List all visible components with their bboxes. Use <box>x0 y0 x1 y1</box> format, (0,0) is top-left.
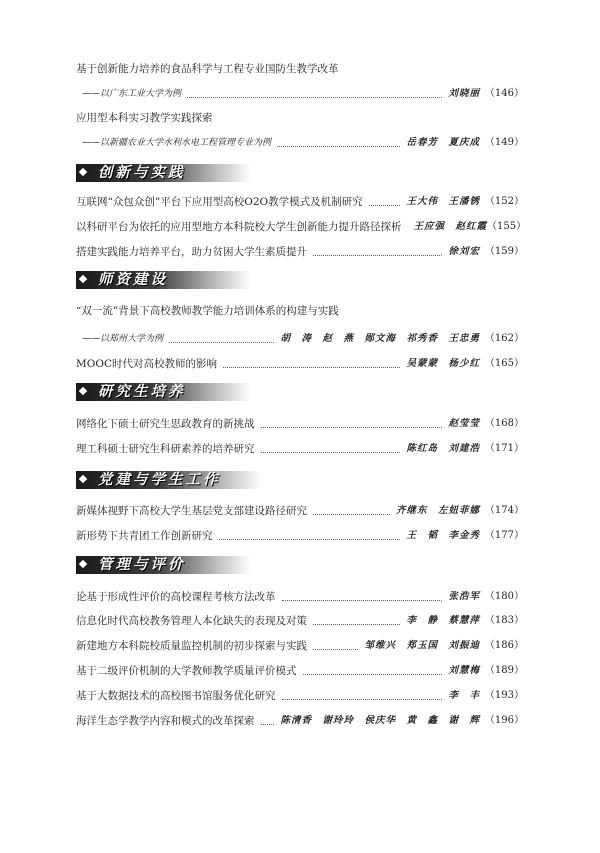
leader-dots <box>303 673 443 675</box>
leader-dots <box>313 648 358 650</box>
entry-title: 基于大数据技术的高校图书馆服务优化研究 <box>76 690 276 702</box>
toc-entry[interactable] <box>76 663 524 679</box>
section-header-innovation <box>76 161 251 185</box>
entry-authors: 胡 涛 赵 燕 郧文海 祁秀香 王忠勇 <box>280 333 480 344</box>
leader-dots <box>282 599 443 601</box>
entry-title: 互联网“众包众创”平台下应用型高校O2O教学模式及机制研究 <box>76 196 363 208</box>
entry-title: 基于二级评价机制的大学教师教学质量评价模式 <box>76 665 297 677</box>
entry-page: （168） <box>484 418 524 429</box>
toc-entry[interactable] <box>76 528 524 544</box>
entry-title: 理工科硕士研究生科研素养的培养研究 <box>76 443 255 455</box>
entry-page: （186） <box>484 640 524 651</box>
section-title: 党建与学生工作 <box>98 471 221 488</box>
entry-page: （180） <box>484 591 524 602</box>
entry-authors: 邹维兴 郑玉国 刘振迪 <box>364 640 480 651</box>
leader-dots <box>261 426 443 428</box>
entry-page: （165） <box>484 358 524 369</box>
entry-authors: 王 韬 李金秀 <box>406 530 480 541</box>
section-header-party <box>76 468 261 492</box>
entry-subtitle: ——以广东工业大学为例 <box>82 89 182 99</box>
toc-entry[interactable] <box>76 61 524 77</box>
leader-dots <box>313 623 400 625</box>
entry-page: （159） <box>484 246 524 257</box>
leader-dots <box>169 341 274 343</box>
toc-entry[interactable] <box>76 303 524 319</box>
entry-subtitle: ——以新疆农业大学水利水电工程管理专业为例 <box>82 138 272 148</box>
toc-entry[interactable] <box>76 713 524 729</box>
toc-entry-subline[interactable] <box>76 331 524 347</box>
entry-title: 基于创新能力培养的食品科学与工程专业国防生教学改革 <box>76 63 339 75</box>
toc-entry[interactable] <box>76 638 524 654</box>
toc-entry-subline[interactable] <box>76 135 524 151</box>
section-title: 研究生培养 <box>98 383 186 400</box>
leader-dots <box>313 513 390 515</box>
section-header-graduate <box>76 380 251 404</box>
entry-title: MOOC时代对高校教师的影响 <box>76 358 218 370</box>
entry-authors: 齐继东 左妞菲娜 <box>395 505 480 516</box>
entry-authors: 刘晓丽 <box>448 88 480 99</box>
entry-page: （149） <box>484 137 524 148</box>
leader-dots <box>187 96 442 98</box>
entry-page: （146） <box>484 88 524 99</box>
entry-authors: 陈清香 谢玲玲 侯庆华 黄 鑫 谢 辉 <box>280 715 480 726</box>
leader-dots <box>277 145 400 147</box>
leader-dots <box>282 698 443 700</box>
entry-page: （162） <box>484 333 524 344</box>
entry-authors: 王大伟 王潘锈 <box>406 196 480 207</box>
entry-title: 信息化时代高校教务管理人本化缺失的表现及对策 <box>76 615 307 627</box>
entry-page: （189） <box>484 665 524 676</box>
entry-title: 新媒体视野下高校大学生基层党支部建设路径研究 <box>76 505 307 517</box>
entry-title: 论基于形成性评价的高校课程考核方法改革 <box>76 591 276 603</box>
leader-dots <box>219 538 401 540</box>
section-title: 师资建设 <box>98 271 168 288</box>
toc-entry[interactable] <box>76 416 524 432</box>
entry-title: 搭建实践能力培养平台，助力贫困大学生素质提升 <box>76 246 307 258</box>
leader-dots <box>261 451 401 453</box>
entry-authors: 刘慧梅 <box>448 665 480 676</box>
entry-authors: 李 静 蔡慧萍 <box>406 615 480 626</box>
entry-title: 新建地方本科院校质量监控机制的初步探索与实践 <box>76 640 307 652</box>
entry-title: “双一流”背景下高校教师教学能力培训体系的构建与实践 <box>76 305 339 317</box>
entry-authors: 张浩军 <box>448 591 480 602</box>
section-header-management <box>76 553 251 577</box>
toc-entry[interactable] <box>76 688 524 704</box>
entry-title: 海洋生态学教学内容和模式的改革探索 <box>76 715 255 727</box>
leader-dots <box>261 723 275 725</box>
entry-authors: 徐刘宏 <box>448 246 480 257</box>
entry-authors: 王应强 赵红霞 <box>413 221 488 232</box>
leader-dots <box>313 254 442 256</box>
entry-page: （196） <box>484 715 524 726</box>
toc-entry-subline[interactable] <box>76 86 524 102</box>
toc-entry[interactable] <box>76 613 524 629</box>
entry-page: （171） <box>484 443 524 454</box>
entry-page: （177） <box>484 530 524 541</box>
entry-authors: 岳春芳 夏庆成 <box>406 137 480 148</box>
entry-authors: 李 丰 <box>448 690 480 701</box>
entry-title: 网络化下硕士研究生思政教育的新挑战 <box>76 418 255 430</box>
leader-dots <box>223 366 400 368</box>
toc-entry[interactable] <box>76 589 524 605</box>
entry-authors: 赵莹莹 <box>448 418 480 429</box>
entry-page: （183） <box>484 615 524 626</box>
entry-title: 以科研平台为依托的应用型地方本科院校大学生创新能力提升路径探析 <box>76 221 402 233</box>
toc-entry[interactable] <box>76 356 524 372</box>
toc-entry[interactable] <box>76 194 524 210</box>
entry-title: 应用型本科实习教学实践探索 <box>76 112 213 124</box>
toc-entry[interactable] <box>76 441 524 457</box>
toc-entry[interactable] <box>76 219 527 235</box>
section-title: 创新与实践 <box>98 164 186 181</box>
entry-page: （174） <box>484 505 524 516</box>
toc-entry[interactable] <box>76 503 524 519</box>
entry-authors: 陈红岛 刘建浩 <box>406 443 480 454</box>
toc-entry[interactable] <box>76 244 524 260</box>
entry-page: （152） <box>484 196 524 207</box>
leader-dots <box>369 204 401 206</box>
section-header-faculty <box>76 268 251 292</box>
toc-entry[interactable] <box>76 110 524 126</box>
entry-subtitle: ——以郑州大学为例 <box>82 334 164 344</box>
entry-title: 新形势下共青团工作创新研究 <box>76 530 213 542</box>
entry-page: （155） <box>487 221 527 232</box>
section-title: 管理与评价 <box>98 556 186 573</box>
entry-page: （193） <box>484 690 524 701</box>
entry-authors: 吴蒙蒙 杨少红 <box>406 358 480 369</box>
